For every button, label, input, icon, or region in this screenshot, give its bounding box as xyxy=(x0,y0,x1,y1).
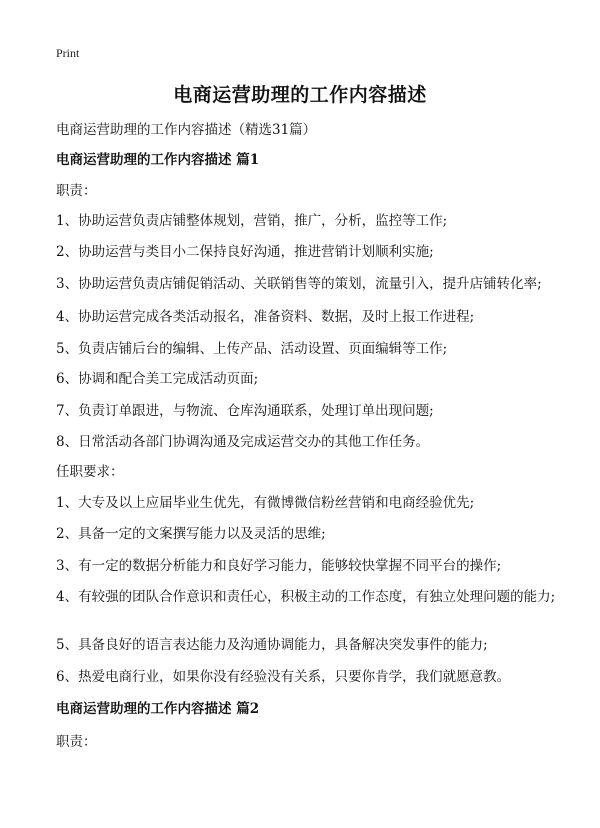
document-subtitle: 电商运营助理的工作内容描述（精选31篇） xyxy=(56,122,317,138)
duty-item-4: 4、协助运营完成各类活动报名，准备资料、数据，及时上报工作进程; xyxy=(56,309,475,325)
document-title: 电商运营助理的工作内容描述 xyxy=(173,84,427,106)
section-1-duties-label: 职责： xyxy=(56,183,97,199)
duty-item-6: 6、协调和配合美工完成活动页面; xyxy=(56,371,259,387)
section-2-duties-label: 职责： xyxy=(56,734,97,750)
duty-item-1: 1、协助运营负责店铺整体规划，营销，推广，分析，监控等工作; xyxy=(56,213,448,229)
duty-item-8: 8、日常活动各部门协调沟通及完成运营交办的其他工作任务。 xyxy=(56,434,430,450)
duty-item-5: 5、负责店铺后台的编辑、上传产品、活动设置、页面编辑等工作; xyxy=(56,341,448,357)
section-2-heading: 电商运营助理的工作内容描述 篇2 xyxy=(56,701,260,717)
duty-item-7: 7、负责订单跟进，与物流、仓库沟通联系，处理订单出现问题; xyxy=(56,403,434,419)
requirement-item-4: 4、有较强的团队合作意识和责任心，积极主动的工作态度，有独立处理问题的能力; xyxy=(56,589,556,605)
section-1-heading: 电商运营助理的工作内容描述 篇1 xyxy=(56,152,260,168)
requirement-item-5: 5、具备良好的语言表达能力及沟通协调能力，具备解决突发事件的能力; xyxy=(56,637,488,653)
requirement-item-1: 1、大专及以上应届毕业生优先，有微博微信粉丝营销和电商经验优先; xyxy=(56,495,475,511)
duty-item-3: 3、协助运营负责店铺促销活动、关联销售等的策划，流量引入，提升店铺转化率; xyxy=(56,276,542,292)
duty-item-2: 2、协助运营与类目小二保持良好沟通，推进营销计划顺利实施; xyxy=(56,244,434,260)
requirement-item-3: 3、有一定的数据分析能力和良好学习能力，能够较快掌握不同平台的操作; xyxy=(56,558,502,574)
requirement-item-6: 6、热爱电商行业，如果你没有经验没有关系，只要你肯学，我们就愿意教。 xyxy=(56,669,511,685)
print-label: Print xyxy=(56,46,80,60)
section-1-requirements-label: 任职要求： xyxy=(56,464,124,480)
requirement-item-2: 2、具备一定的文案撰写能力以及灵活的思维; xyxy=(56,526,326,542)
